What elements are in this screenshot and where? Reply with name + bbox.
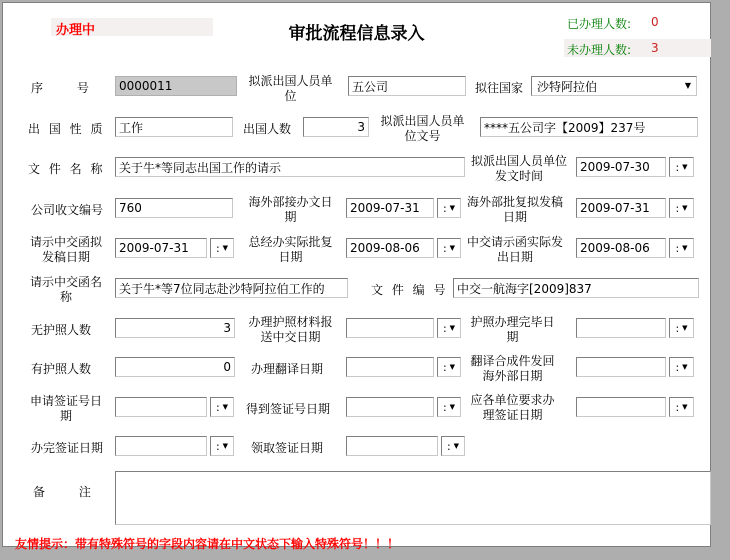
unit-doc-no-field[interactable] <box>480 117 698 137</box>
colon-glyph: : <box>675 160 680 174</box>
colon-glyph: : <box>442 241 447 255</box>
request-draft-date-label: 请示中交函拟发稿日期 <box>29 235 102 264</box>
dispatch-unit-field[interactable] <box>348 76 466 96</box>
visa-receive-date-label: 得到签证号日期 <box>246 402 331 416</box>
remark-label: 备 注 <box>33 485 91 499</box>
request-sent-date-field[interactable] <box>576 238 666 258</box>
chevron-down-icon: ▼ <box>682 402 688 411</box>
visa-pickup-date-field[interactable] <box>346 436 438 456</box>
visa-unit-request-date-field[interactable] <box>576 397 666 417</box>
passport-submit-date-field[interactable] <box>346 318 434 338</box>
processed-count-label: 已办理人数: <box>567 17 632 31</box>
gm-reply-date-field[interactable] <box>346 238 434 258</box>
recv-no-label: 公司收文编号 <box>31 203 104 217</box>
translation-return-date-field[interactable] <box>576 357 666 377</box>
translation-date-dropdown[interactable] <box>437 357 461 377</box>
overseas-draft-date-dropdown[interactable] <box>669 198 694 218</box>
has-passport-count-label: 有护照人数 <box>31 362 92 376</box>
no-passport-count-label: 无护照人数 <box>31 323 92 337</box>
colon-glyph: : <box>215 400 220 414</box>
translation-return-date-label: 翻译合成件发回海外部日期 <box>470 354 555 383</box>
dest-country-label: 拟往国家 <box>475 81 524 95</box>
request-draft-date-dropdown[interactable] <box>210 238 234 258</box>
chevron-down-icon: ▼ <box>682 203 688 212</box>
visa-done-date-dropdown[interactable] <box>210 436 234 456</box>
colon-glyph: : <box>675 201 680 215</box>
colon-glyph: : <box>442 360 447 374</box>
doc-name-label: 文 件 名 称 <box>28 162 103 176</box>
overseas-recv-date-label: 海外部接办文日期 <box>248 195 333 224</box>
colon-glyph: : <box>446 439 451 453</box>
colon-glyph: : <box>442 400 447 414</box>
unit-send-date-dropdown[interactable] <box>669 157 694 177</box>
form-panel <box>2 2 711 551</box>
request-draft-date-field[interactable] <box>115 238 207 258</box>
chevron-down-icon: ▼ <box>682 162 688 171</box>
chevron-down-icon: ▼ <box>449 402 456 411</box>
unit-doc-no-label: 拟派出国人员单位文号 <box>380 114 465 143</box>
trip-nature-label: 出 国 性 质 <box>28 122 103 136</box>
gm-reply-date-label: 总经办实际批复日期 <box>248 235 333 264</box>
dest-country-select[interactable] <box>531 76 697 96</box>
trip-count-field[interactable] <box>303 117 369 137</box>
overseas-recv-date-field[interactable] <box>346 198 434 218</box>
page-title: 审批流程信息录入 <box>288 24 425 44</box>
recv-no-field[interactable] <box>115 198 233 218</box>
chevron-down-icon: ▼ <box>222 402 229 411</box>
translation-date-field[interactable] <box>346 357 434 377</box>
passport-submit-date-label: 办理护照材料报送中交日期 <box>248 315 333 344</box>
translation-return-date-dropdown[interactable] <box>669 357 694 377</box>
colon-glyph: : <box>442 321 447 335</box>
chevron-down-icon: ▼ <box>222 441 229 450</box>
passport-done-date-field[interactable] <box>576 318 666 338</box>
doc-no-field[interactable] <box>453 278 699 298</box>
chevron-down-icon: ▼ <box>453 441 460 450</box>
visa-done-date-field[interactable] <box>115 436 207 456</box>
serial-label: 序 号 <box>31 81 89 95</box>
colon-glyph: : <box>675 360 680 374</box>
colon-glyph: : <box>215 439 220 453</box>
chevron-down-icon: ▼ <box>449 203 456 212</box>
colon-glyph: : <box>442 201 447 215</box>
overseas-draft-date-field[interactable] <box>576 198 666 218</box>
gm-reply-date-dropdown[interactable] <box>437 238 461 258</box>
footer-tip: 友情提示：带有特殊符号的字段内容请在中文状态下输入特殊符号！！！ <box>15 537 400 551</box>
request-name-label: 请示中交函名称 <box>29 275 102 304</box>
remark-field[interactable] <box>115 471 711 525</box>
dispatch-unit-label: 拟派出国人员单位 <box>248 74 333 103</box>
visa-pickup-date-dropdown[interactable] <box>441 436 465 456</box>
has-passport-count-field[interactable] <box>115 357 235 377</box>
doc-name-field[interactable] <box>115 157 465 177</box>
passport-done-date-dropdown[interactable] <box>669 318 694 338</box>
chevron-down-icon: ▼ <box>222 243 229 252</box>
chevron-down-icon: ▼ <box>682 243 688 252</box>
visa-pickup-date-label: 领取签证日期 <box>251 441 324 455</box>
visa-unit-request-date-dropdown[interactable] <box>669 397 694 417</box>
visa-receive-date-field[interactable] <box>346 397 434 417</box>
unit-send-date-field[interactable] <box>576 157 666 177</box>
trip-count-label: 出国人数 <box>243 122 292 136</box>
visa-apply-date-label: 申请签证号日期 <box>29 394 102 423</box>
pending-count-value: 3 <box>651 41 659 55</box>
pending-count-label: 未办理人数: <box>567 43 632 57</box>
trip-nature-field[interactable] <box>115 117 233 137</box>
doc-no-label: 文 件 编 号 <box>371 283 446 297</box>
visa-apply-date-dropdown[interactable] <box>210 397 234 417</box>
colon-glyph: : <box>675 241 680 255</box>
translation-date-label: 办理翻译日期 <box>251 362 324 376</box>
colon-glyph: : <box>215 241 220 255</box>
passport-submit-date-dropdown[interactable] <box>437 318 461 338</box>
chevron-down-icon: ▼ <box>449 362 456 371</box>
unit-send-date-label: 拟派出国人员单位发文时间 <box>470 154 567 183</box>
chevron-down-icon: ▼ <box>449 243 456 252</box>
visa-apply-date-field[interactable] <box>115 397 207 417</box>
request-sent-date-dropdown[interactable] <box>669 238 694 258</box>
colon-glyph: : <box>675 321 680 335</box>
processed-count-value: 0 <box>651 15 659 29</box>
chevron-down-icon: ▼ <box>684 81 691 90</box>
no-passport-count-field[interactable] <box>115 318 235 338</box>
chevron-down-icon: ▼ <box>682 323 688 332</box>
request-sent-date-label: 中交请示函实际发出日期 <box>466 235 563 264</box>
visa-unit-request-date-label: 应各单位要求办理签证日期 <box>470 393 555 422</box>
visa-done-date-label: 办完签证日期 <box>31 441 104 455</box>
status-text: 办理中 <box>56 23 96 38</box>
overseas-draft-date-label: 海外部批复拟发稿日期 <box>466 195 563 224</box>
chevron-down-icon: ▼ <box>449 323 456 332</box>
serial-field[interactable] <box>115 76 237 96</box>
overseas-recv-date-dropdown[interactable] <box>437 198 461 218</box>
chevron-down-icon: ▼ <box>682 362 688 371</box>
colon-glyph: : <box>675 400 680 414</box>
request-name-field[interactable] <box>115 278 348 298</box>
dest-country-value: 沙特阿拉伯 <box>537 79 598 94</box>
passport-done-date-label: 护照办理完毕日期 <box>470 315 555 344</box>
visa-receive-date-dropdown[interactable] <box>437 397 461 417</box>
